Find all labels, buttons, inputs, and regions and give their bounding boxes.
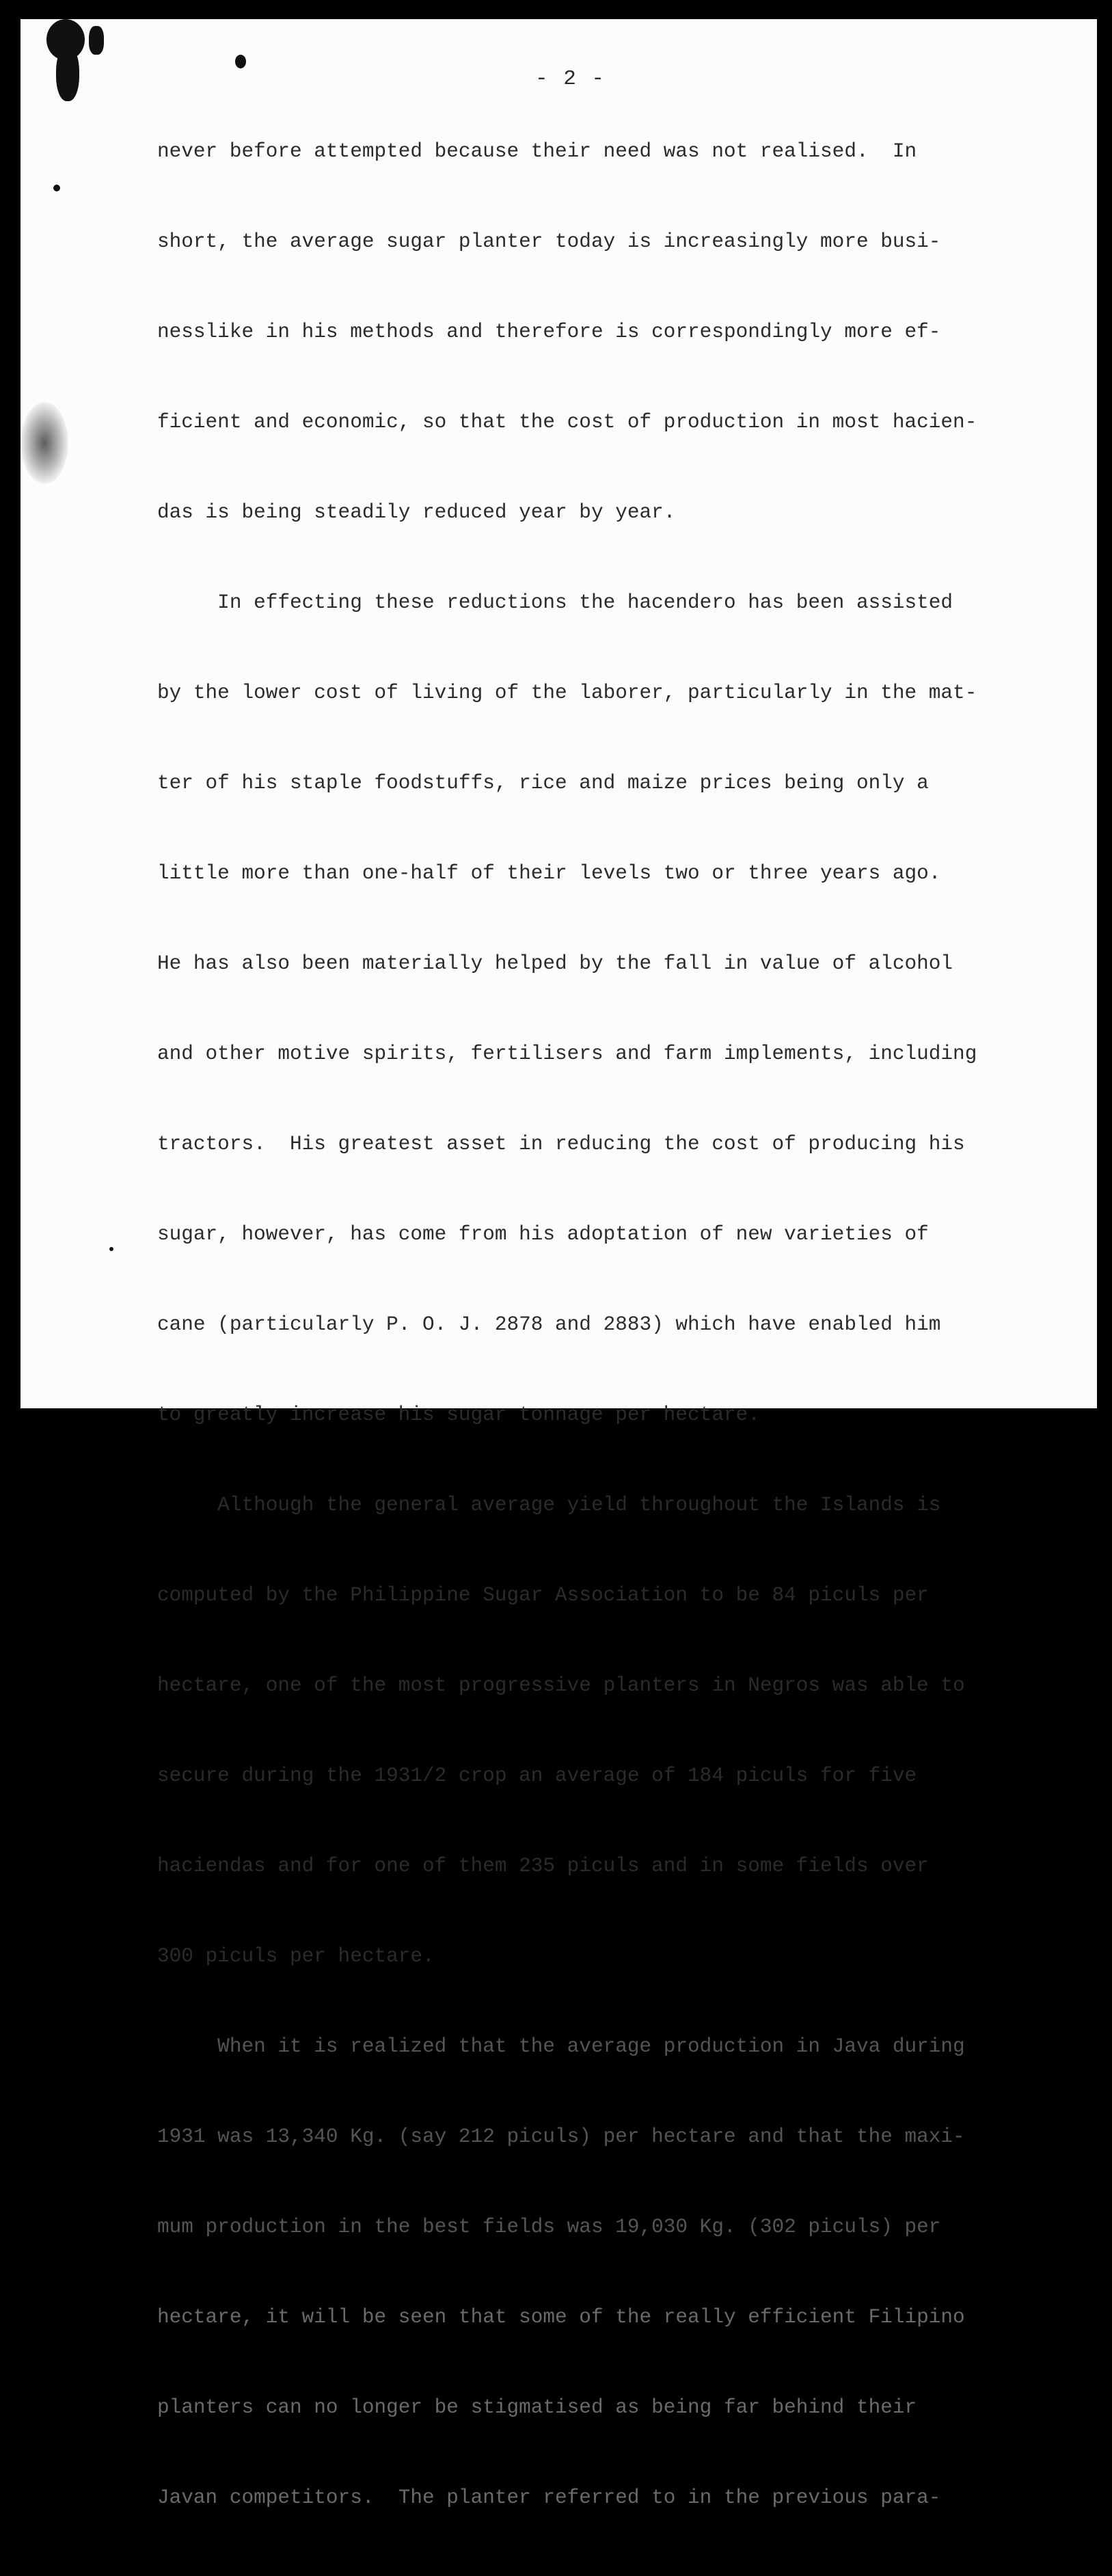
text-line: hectare, one of the most progressive planters in Negros was able to — [157, 1674, 965, 1697]
text-line: short, the average sugar planter today is increasingly more busi- — [157, 230, 941, 253]
text-line: haciendas and for one of them 235 piculs and in some fields over — [157, 1855, 929, 1877]
text-line: In effecting these reductions the hacendero has been assisted — [157, 591, 953, 614]
text-line: He has also been materially helped by the fall in value of alcohol — [157, 952, 953, 975]
text-line: Although the general average yield throughout the Islands is — [157, 1494, 941, 1516]
text-line: secure during the 1931/2 crop an average of 184 piculs for five — [157, 1765, 917, 1787]
typewritten-body — [157, 94, 1073, 2576]
ink-blot — [53, 185, 60, 191]
ink-blot — [89, 26, 104, 55]
text-line: Javan competitors. The planter referred to in the previous para- — [157, 2486, 941, 2509]
text-line: computed by the Philippine Sugar Association to be 84 piculs per — [157, 1584, 929, 1607]
text-line: 300 piculs per hectare. — [157, 1945, 435, 1968]
text-line: ficient and economic, so that the cost of production in most hacien- — [157, 411, 977, 433]
text-line: das is being steadily reduced year by year. — [157, 501, 676, 524]
text-line: tractors. His greatest asset in reducing the cost of producing his — [157, 1133, 965, 1155]
text-line: to greatly increase his sugar tonnage per hectare. — [157, 1404, 760, 1426]
text-line: sugar, however, has come from his adoptation of new varieties of — [157, 1223, 929, 1246]
text-line: and other motive spirits, fertilisers and farm implements, including — [157, 1043, 977, 1065]
text-line: planters can no longer be stigmatised as being far behind their — [157, 2396, 917, 2419]
ink-smudge — [21, 402, 68, 484]
ink-blot — [235, 55, 246, 68]
text-line: ter of his staple foodstuffs, rice and maize prices being only a — [157, 772, 929, 794]
ink-blot — [109, 1247, 113, 1251]
page-number: - 2 - — [535, 67, 606, 91]
text-line: by the lower cost of living of the laborer, particularly in the mat- — [157, 682, 977, 704]
text-line: never before attempted because their need was not realised. In — [157, 140, 917, 163]
text-line: cane (particularly P. O. J. 2878 and 2883) which have enabled him — [157, 1313, 941, 1336]
ink-blot — [56, 46, 79, 101]
text-line: hectare, it will be seen that some of the really efficient Filipino — [157, 2306, 965, 2329]
text-line: When it is realized that the average production in Java during — [157, 2035, 965, 2058]
text-line: nesslike in his methods and therefore is correspondingly more ef- — [157, 321, 941, 343]
text-line: 1931 was 13,340 Kg. (say 212 piculs) per hectare and that the maxi- — [157, 2125, 965, 2148]
text-line: little more than one-half of their levels two or three years ago. — [157, 862, 941, 885]
text-line: mum production in the best fields was 19,030 Kg. (302 piculs) per — [157, 2216, 941, 2238]
